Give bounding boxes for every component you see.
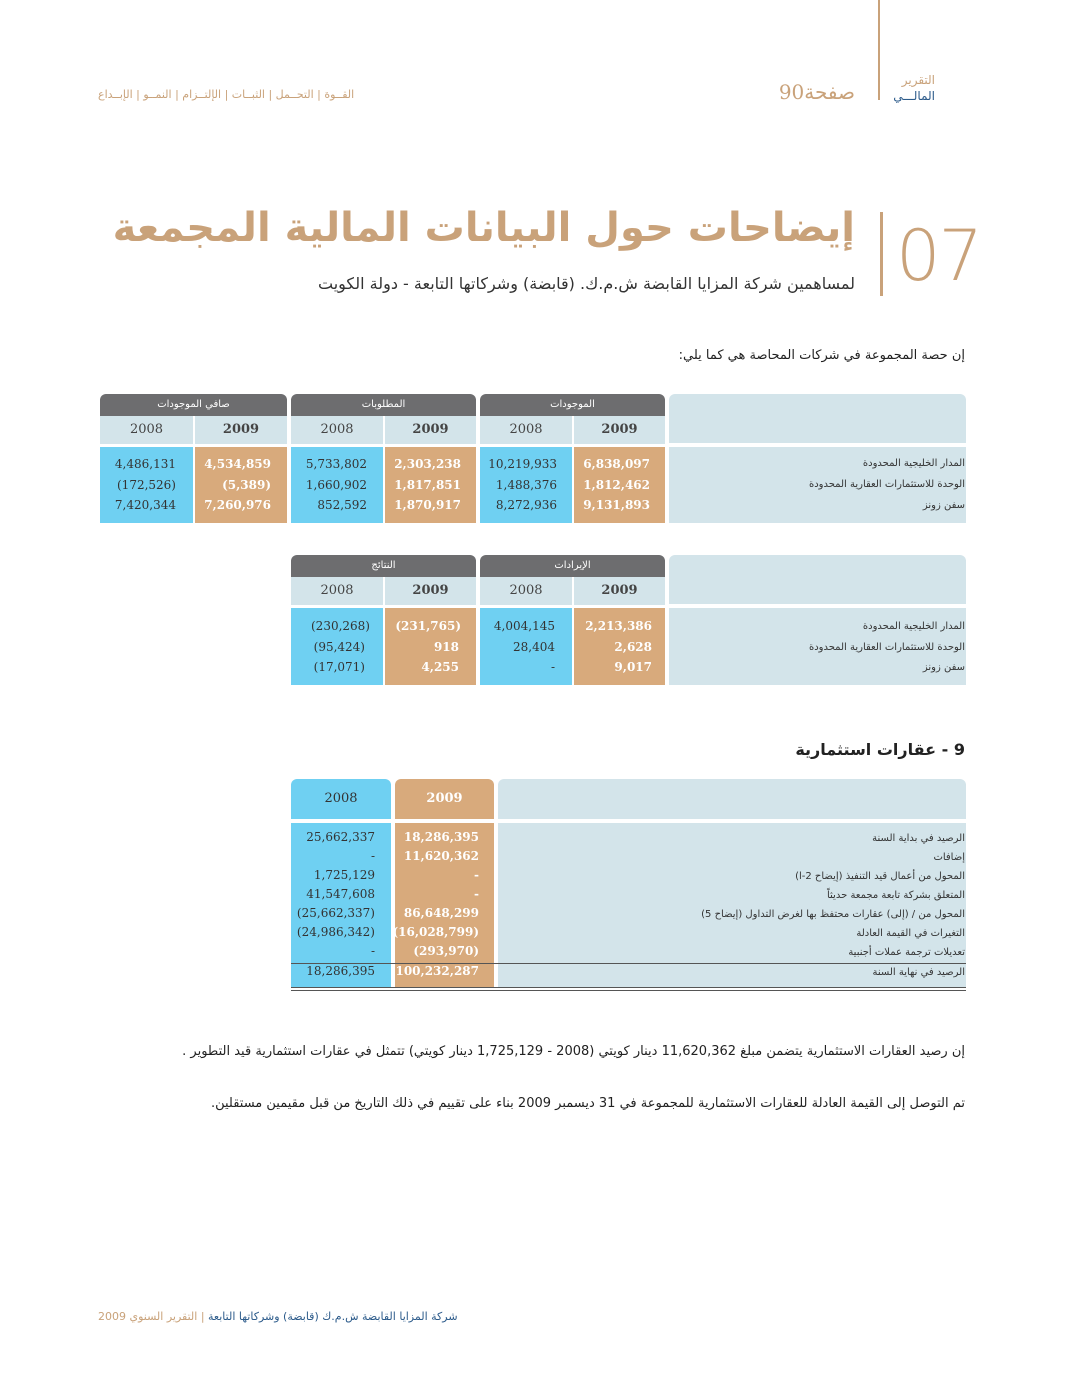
table3-row-label: التغيرات في القيمة العادلة — [856, 928, 965, 939]
year-2008: 2008 — [291, 779, 391, 819]
tagline: القــوة | التحــمل | الثبــات | الإلتــزام | النمــو | الإبــداع — [98, 88, 355, 101]
table3-cell: - — [474, 868, 479, 882]
brand — [893, 72, 935, 104]
table3-cell: - — [370, 944, 375, 958]
table2-row-label: سفن زونز — [922, 662, 965, 673]
table1-cell: 1,488,376 — [495, 478, 557, 492]
table3-cell: - — [370, 849, 375, 863]
table1-cell: 2,303,238 — [394, 457, 461, 471]
table2-cell: (230,268) — [311, 619, 370, 633]
brand-line-2: المالـــي — [893, 89, 935, 103]
table1-cell: 9,131,893 — [583, 498, 650, 512]
header-divider — [878, 0, 880, 100]
table3-total-cell: 18,286,395 — [306, 964, 375, 978]
table1-row-label: سفن زونز — [922, 500, 965, 511]
table1-cell: 1,660,902 — [305, 478, 367, 492]
year-2008: 2008 — [480, 577, 572, 605]
table2-cell: 4,004,145 — [493, 619, 555, 633]
intro-text: إن حصة المجموعة في شركات المحاصة هي كما يلي: — [678, 348, 965, 363]
year-2009: 2009 — [385, 416, 476, 444]
year-2009: 2009 — [385, 577, 476, 605]
table2-cell: 2,213,386 — [585, 619, 652, 633]
year-2008: 2008 — [291, 577, 383, 605]
table2-group-revenue: الإيرادات — [480, 555, 665, 577]
table3-total-label: الرصيد في نهاية السنة — [872, 967, 965, 978]
footer-report: التقرير السنوي 2009 — [98, 1310, 198, 1323]
table3-cell: 18,286,395 — [403, 830, 479, 844]
footer-company: شركة المزايا القابضة ش.م.ك (قابضة) وشركاتها التابعة — [208, 1310, 458, 1323]
year-2008: 2008 — [291, 416, 383, 444]
table1-cell: 7,420,344 — [114, 498, 176, 512]
brand-line-1: التقرير — [901, 73, 935, 87]
note-paragraph-1: إن رصيد العقارات الاستثمارية يتضمن مبلغ 11,620,362 دينار كويتي (2008 - 1,725,129 دينار كويتي) تتمثل في عقارات استثمارية قيد التطوير . — [182, 1044, 965, 1059]
table3-row-label: إضافات — [933, 852, 965, 863]
note-paragraph-2: تم التوصل إلى القيمة العادلة للعقارات الاستثمارية للمجموعة في 31 ديسمبر 2009 بناء على تقييم في ذلك التاريخ من قبل مقيمين مستقلين. — [210, 1096, 965, 1111]
total-double-underline — [291, 987, 966, 988]
table1-group-assets: الموجودات — [480, 394, 665, 416]
table2-cell: (231,765) — [395, 619, 461, 633]
table1-cell: (5,389) — [222, 478, 271, 492]
table1-cell: 852,592 — [317, 498, 367, 512]
table2-group-results: النتائج — [291, 555, 476, 577]
year-2009: 2009 — [574, 416, 665, 444]
table3-cell: (25,662,337) — [296, 906, 375, 920]
table2-row-label: الوحدة للاستثمارات العقارية المحدودة — [808, 642, 965, 653]
table3-row-label: المحول من / (إلى) عقارات محتفظ بها لغرض التداول (إيضاح 5) — [701, 909, 965, 920]
table2-row-label: المدار الخليجية المحدودة — [862, 621, 965, 632]
table1-cell: 8,272,936 — [495, 498, 557, 512]
table3-cell: 25,662,337 — [306, 830, 375, 844]
table3-cell: 41,547,608 — [306, 887, 375, 901]
table3-row-label: تعديلات ترجمة عملات أجنبية — [848, 947, 965, 958]
table3-row-label: المحول من أعمال قيد التنفيذ (إيضاح 2-ا) — [795, 871, 965, 882]
page-subtitle: لمساهمين شركة المزايا القابضة ش.م.ك. (قابضة) وشركاتها التابعة - دولة الكويت — [317, 274, 855, 293]
year-2009: 2009 — [195, 416, 287, 444]
table2-cell: 4,255 — [421, 660, 459, 674]
table1-cell: 7,260,976 — [204, 498, 271, 512]
table1-cell: 4,534,859 — [204, 457, 271, 471]
table3-cell: 11,620,362 — [403, 849, 479, 863]
table3-cell: 1,725,129 — [313, 868, 375, 882]
table1-cell: 1,817,851 — [394, 478, 461, 492]
table1-label-header — [669, 394, 966, 443]
table2-cell: 28,404 — [513, 640, 555, 654]
table3-row-label: المتعلق بشركة تابعة مجمعة حديثاً — [826, 890, 965, 901]
table3-row-label: الرصيد في بداية السنة — [872, 833, 965, 844]
total-separator-line — [291, 963, 966, 964]
footer — [98, 1310, 458, 1323]
table2-cell: 9,017 — [614, 660, 652, 674]
table1-cell: 10,219,933 — [488, 457, 557, 471]
table1-group-net: صافي الموجودات — [100, 394, 287, 416]
table2-cell: 2,628 — [614, 640, 652, 654]
table1-cell: 1,812,462 — [583, 478, 650, 492]
year-2008: 2008 — [100, 416, 193, 444]
table2-cell: (95,424) — [313, 640, 365, 654]
table2-cell: (17,071) — [313, 660, 365, 674]
table3-label-header — [498, 779, 966, 819]
footer-separator: | — [197, 1310, 205, 1323]
table1-group-liabilities: المطلوبات — [291, 394, 476, 416]
table2-cell: 918 — [433, 640, 459, 654]
table1-row-label: المدار الخليجية المحدودة — [862, 458, 965, 469]
year-2009: 2009 — [574, 577, 665, 605]
table3-total-cell: 100,232,287 — [395, 964, 479, 978]
total-double-underline — [291, 990, 966, 991]
table1-cell: 6,838,097 — [583, 457, 650, 471]
table1-row-label: الوحدة للاستثمارات العقارية المحدودة — [808, 479, 965, 490]
table1-cell: 1,870,917 — [394, 498, 461, 512]
table1-cell: 5,733,802 — [305, 457, 367, 471]
table3-cell: (293,970) — [413, 944, 479, 958]
page-title: إيضاحات حول البيانات المالية المجمعة — [112, 205, 855, 251]
title-divider — [880, 212, 883, 296]
table3-cell: (24,986,342) — [296, 925, 375, 939]
table2-cell: - — [550, 660, 555, 674]
table1-cell: (172,526) — [117, 478, 176, 492]
table2-label-header — [669, 555, 966, 604]
section-9-heading: 9 - عقارات استثمارية — [795, 740, 965, 759]
table1-cell: 4,486,131 — [114, 457, 176, 471]
year-2009: 2009 — [395, 779, 494, 819]
table3-cell: 86,648,299 — [403, 906, 479, 920]
section-number: 07 — [896, 215, 982, 297]
year-2008: 2008 — [480, 416, 572, 444]
page-number: صفحة90 — [778, 80, 855, 104]
table3-cell: - — [474, 887, 479, 901]
table3-cell: (16,028,799) — [392, 925, 479, 939]
